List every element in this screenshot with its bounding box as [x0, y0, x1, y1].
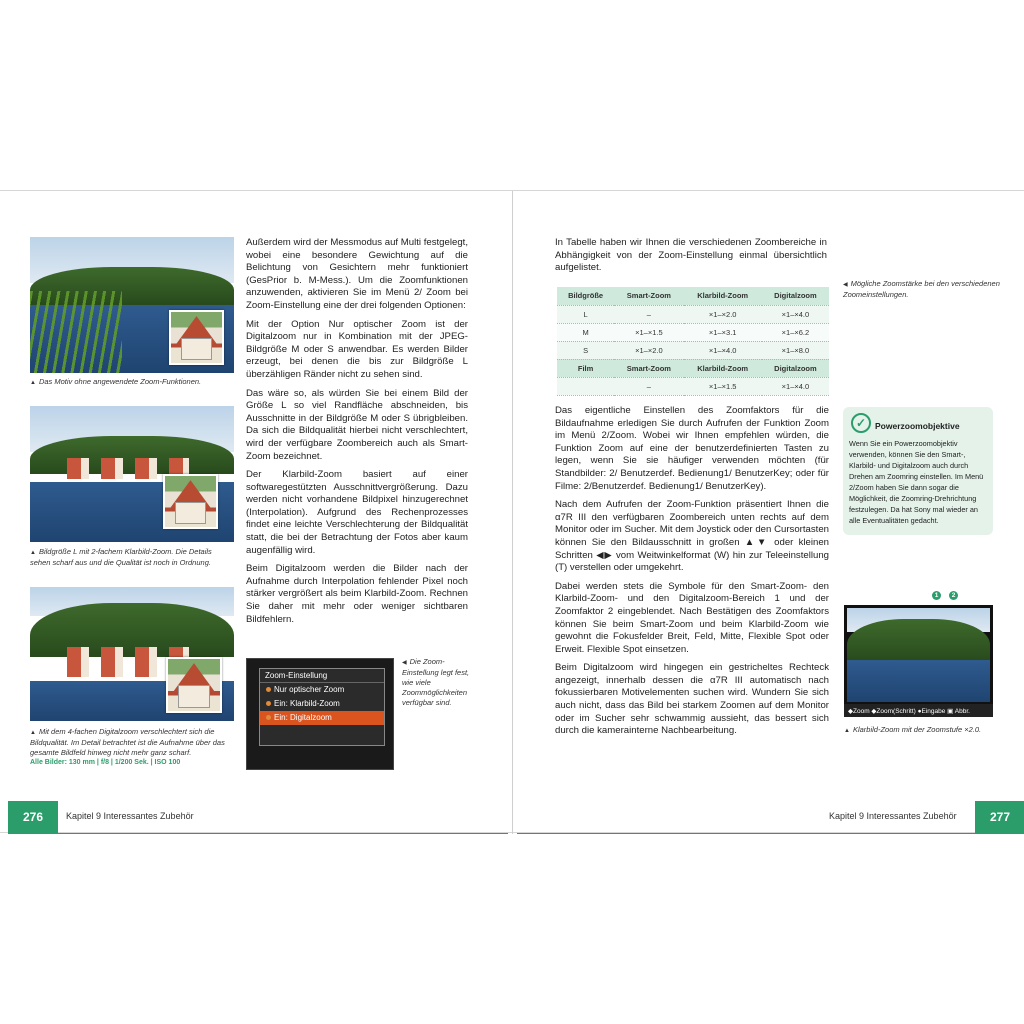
zoom-settings-menu	[259, 668, 385, 746]
table-row: L – ×1–×2.0 ×1–×4.0	[557, 305, 829, 323]
detail-inset	[163, 474, 218, 529]
tip-box	[843, 407, 993, 535]
right-body-text	[555, 405, 829, 744]
paragraph: Außerdem wird der Messmodus auf Multi festgelegt, wobei eine besondere Gewichtung auf die Belichtung von Gesichtern mehr funktioniert (GesPrior b. M-Mess.). Um die Zoomfunktionen anzuwenden, aktivieren Sie im Menü 2/ Zoom bei Zoom-Einstellung eine der drei folgenden Optionen:	[246, 237, 468, 311]
camera-caption: ▲ Klarbild-Zoom mit der Zoomstufe ×2.0.	[844, 725, 982, 734]
table-row: M ×1–×1.5 ×1–×3.1 ×1–×6.2	[557, 323, 829, 341]
camera-control-bar: ◆Zoom ◆Zoom(Schritt) ●Eingabe ▣ Abbr.	[844, 704, 993, 717]
page-number: 277	[975, 801, 1024, 834]
paragraph: Das wäre so, als würden Sie bei einem Bild der Größe L so viel Randfläche abschneiden, bis Ausschnitte in der Bildgröße M oder S übrigbleiben. Da sich die Bildqualität hierbei nicht verschlechtert, wird der verfügbare Zoombereich auch als Smart-Zoom bezeichnet.	[246, 387, 468, 462]
zoom-table	[557, 287, 829, 396]
marker-1: 1	[932, 591, 941, 600]
footer-rule	[517, 833, 1024, 834]
table-caption: ◀ Mögliche Zoomstärke bei den verschiedenen Zoomeinstellungen.	[843, 279, 1000, 299]
menu-caption: ◀ Die Zoom-Einstellung legt fest, wie viele Zoommöglichkeiten verfügbar sind.	[402, 657, 470, 707]
menu-screenshot	[246, 658, 394, 770]
detail-inset	[169, 310, 224, 365]
marker-2: 2	[949, 591, 958, 600]
menu-item-optical[interactable]: Nur optischer Zoom	[260, 683, 384, 697]
table-header: Digitalzoom	[762, 359, 829, 377]
book-spread	[0, 190, 1024, 833]
right-page	[512, 191, 1024, 834]
photo-caption-1: ▲ Das Motiv ohne angewendete Zoom-Funktionen.	[30, 377, 202, 386]
footer-rule	[8, 833, 508, 834]
paragraph: Beim Digitalzoom wird hingegen ein gestricheltes Rechteck angezeigt, innerhalb dessen die α7R III automatisch nach fokussierbaren Motivelementen suchen wird. Wundern Sie sich auch nicht, dass das Bild bei starkem Zoomen auf dem Monitor oder im Sucher sehr schwammig aussieht, das bessert sich durch die kamerainterne Nachbearbeitung.	[555, 662, 829, 737]
menu-item-digital[interactable]: Ein: Digitalzoom	[260, 711, 384, 725]
table-header: Klarbild-Zoom	[684, 359, 762, 377]
paragraph: Mit der Option Nur optischer Zoom ist der Digitalzoom nur in Kombination mit der JPEG-Bildgröße M oder S anwendbar. Es werden Bilder erzeugt, bei denen die bis zur Bildgröße L überzähligen Ränder nicht zu sehen sind.	[246, 318, 468, 380]
paragraph: Dabei werden stets die Symbole für den Smart-Zoom- den Klarbild-Zoom- und den Digitalzoom-Bereich 1 und der Zoomfaktor 2 eingeblendet. Nach Bestätigen des Zoomfaktors können Sie beim Smart-Zoom und beim Klarbild-Zoom wie gewohnt die Fokusfelder Breit, Feld, Mitte, Flexible Spot oder Erweit. Flexible Spot einsetzen.	[555, 580, 829, 655]
menu-title: Zoom-Einstellung	[260, 669, 384, 683]
page-number: 276	[8, 801, 58, 834]
table-header: Bildgröße	[557, 287, 614, 305]
exif-line: Alle Bilder: 130 mm | f/8 | 1/200 Sek. | ISO 100	[30, 759, 181, 766]
checkmark-icon: ✓	[851, 413, 871, 433]
table-row: – ×1–×1.5 ×1–×4.0	[557, 377, 829, 395]
table-header: Film	[557, 359, 614, 377]
tip-text: Wenn Sie ein Powerzoomobjektiv verwenden, können Sie den Smart-, Klarbild- und Digitalzoom auch durch Drehen am Zoomring einstellen. Im Menü 2/Zoom haben Sie dann sogar die Möglichkeit, die Zoomring-Drehrichtung festzulegen. Da hat Sony mal wieder an alle Eventualitäten gedacht.	[849, 439, 984, 525]
photo-caption-2: ▲ Bildgröße L mit 2-fachem Klarbild-Zoom. Die Details sehen scharf aus und die Qualität ist noch in Ordnung.	[30, 547, 212, 567]
lake-photo-3	[30, 587, 234, 721]
camera-screenshot	[844, 605, 993, 717]
paragraph: Nach dem Aufrufen der Zoom-Funktion präsentiert Ihnen die α7R III den verfügbaren Zoombereich unten rechts auf dem Monitor oder im Sucher. Mit dem Joystick oder den Cursortasten können Sie den Bildausschnitt in großen ▲▼ oder kleinen Schritten ◀▶ vom Weitwinkelformat (W) hin zur Teleeinstellung (T) verstellen oder umgekehrt.	[555, 499, 829, 574]
table-header: Smart-Zoom	[614, 287, 683, 305]
right-intro: In Tabelle haben wir Ihnen die verschiedenen Zoombereiche in Abhängigkeit von der Zoom-Einstellung einmal übersichtlich aufgelistet.	[555, 237, 827, 274]
table-row: S ×1–×2.0 ×1–×4.0 ×1–×8.0	[557, 341, 829, 359]
left-body-text	[246, 237, 468, 632]
paragraph: Der Klarbild-Zoom basiert auf einer softwaregestützten Ausschnittvergrößerung. Dazu werden nicht vorhandene Bildpixel hinzugerechnet (Interpolation). Aufgrund des Rechenprozesses findet eine leichte Verschlechterung der Bildqualität statt, die bei der Betrachtung der Fotos aber kaum augenfällig wird.	[246, 469, 468, 556]
chapter-footer: Kapitel 9 Interessantes Zubehör	[66, 811, 194, 821]
lake-photo-1	[30, 237, 234, 373]
table-header: Digitalzoom	[762, 287, 829, 305]
photo-caption-3: ▲ Mit dem 4-fachen Digitalzoom verschlechtert sich die Bildqualität. Im Detail betrachtet ist die Aufnahme über das gesamte Bildfeld hinweg nicht mehr ganz scharf.	[30, 727, 225, 757]
chapter-footer: Kapitel 9 Interessantes Zubehör	[829, 811, 957, 821]
paragraph: Beim Digitalzoom werden die Bilder nach der Aufnahme durch Interpolation fehlender Pixel noch stärker vergrößert als beim Klarbild-Zoom. Rechnen Sie daher mit mehr oder weniger sichtbaren Bildfehlern.	[246, 563, 468, 625]
left-page	[0, 191, 512, 834]
detail-inset	[166, 657, 222, 713]
paragraph: Das eigentliche Einstellen des Zoomfaktors für die Bildaufnahme erledigen Sie durch Aufrufen der Funktion Zoom im Menü 2/Zoom. Wobei wir Ihnen empfehlen würden, die Funktion Zoom auf eine der benutzerdefinierten Tasten zu legen, wenn Sie sie häufiger verwenden möchten (für Standbilder: 2/ Benutzerdef. Bedienung1/ BenutzerKey; oder für Filme: 2/Benutzerdef. Bedienung1/ BenutzerKey).	[555, 405, 829, 492]
lake-photo-2	[30, 406, 234, 542]
tip-title: Powerzoomobjektive	[875, 421, 960, 431]
table-header: Klarbild-Zoom	[684, 287, 762, 305]
menu-item-clear-image[interactable]: Ein: Klarbild-Zoom	[260, 697, 384, 711]
table-header: Smart-Zoom	[614, 359, 683, 377]
